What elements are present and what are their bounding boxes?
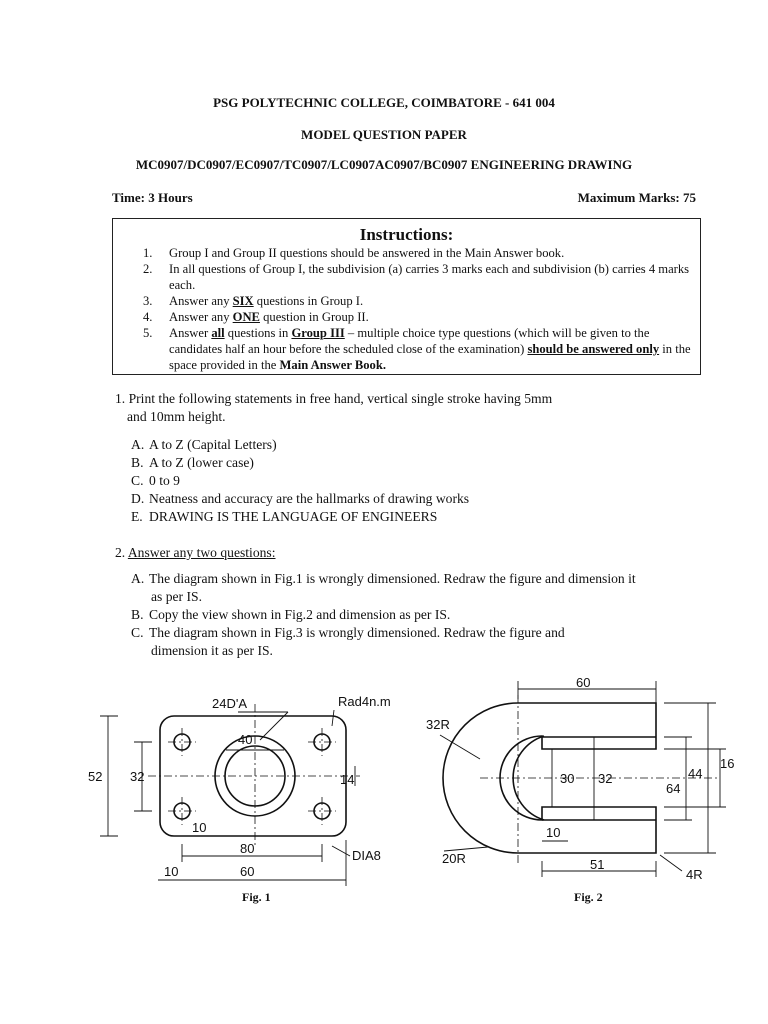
instructions-box xyxy=(112,218,701,375)
fig1-label: Rad4n.m xyxy=(338,694,391,709)
instruction-number: 4. xyxy=(143,310,153,324)
emphasis-main-answer-book: Main Answer Book. xyxy=(279,358,386,372)
list-item: C. The diagram shown in Fig.3 is wrongly dimensioned. Redraw the figure and xyxy=(131,625,565,640)
fig2-label: 30 xyxy=(560,771,575,786)
list-item: A. The diagram shown in Fig.1 is wrongly dimensioned. Redraw the figure and dimension it xyxy=(131,571,636,586)
figure-1-drawing xyxy=(88,680,408,890)
fig2-label: 16 xyxy=(720,756,735,771)
fig2-label: 32R xyxy=(426,717,450,732)
question-1-line2: and 10mm height. xyxy=(127,409,226,424)
fig1-label: 80 xyxy=(240,841,255,856)
emphasis-group-iii: Group III xyxy=(291,326,345,340)
college-name: PSG POLYTECHNIC COLLEGE, COIMBATORE - 641 004 xyxy=(213,95,555,110)
fig2-label: 20R xyxy=(442,851,466,866)
fig2-label: 44 xyxy=(688,766,703,781)
fig1-label: 24D'A xyxy=(212,696,248,711)
list-item: C. 0 to 9 xyxy=(131,473,180,488)
question-1 xyxy=(115,390,715,426)
time-label: Time: 3 Hours xyxy=(112,190,193,205)
list-item: B. A to Z (lower case) xyxy=(131,455,254,470)
fig1-label: 32 xyxy=(130,769,145,784)
figure-1-caption: Fig. 1 xyxy=(242,890,271,904)
figure-2-caption: Fig. 2 xyxy=(574,890,603,904)
instruction-item xyxy=(141,261,701,293)
emphasis-six: SIX xyxy=(232,294,254,308)
question-1-line1: 1. Print the following statements in free hand, vertical single stroke having 5mm xyxy=(115,391,553,406)
list-item-continuation: dimension it as per IS. xyxy=(151,643,273,658)
instructions-list xyxy=(141,245,701,373)
instruction-item xyxy=(141,325,701,373)
question-2-title: Answer any two questions: xyxy=(127,545,276,560)
instruction-text: Answer all questions in Group III – multiple choice type questions (which will be given to the candidates half an hour before the scheduled close of the examination) should be answered only in the space provided in the Main Answer Book. xyxy=(169,326,691,372)
instruction-number: 2. xyxy=(143,262,153,276)
fig1-label: 10 xyxy=(192,820,207,835)
list-item: D. Neatness and accuracy are the hallmarks of drawing works xyxy=(131,491,470,506)
instructions-title: Instructions: xyxy=(359,225,454,244)
question-2-list xyxy=(131,570,711,660)
fig2-label: 10 xyxy=(546,825,561,840)
fig1-label: 52 xyxy=(88,769,103,784)
fig2-label: 4R xyxy=(686,867,703,882)
list-item: E. DRAWING IS THE LANGUAGE OF ENGINEERS xyxy=(131,509,438,524)
course-title: MC0907/DC0907/EC0907/TC0907/LC0907AC0907/BC0907 ENGINEERING DRAWING xyxy=(135,157,633,172)
fig1-label: 60 xyxy=(240,864,255,879)
time-marks-row xyxy=(112,190,696,206)
list-item-continuation: as per IS. xyxy=(151,589,202,604)
fig1-label: 10 xyxy=(164,864,179,879)
fig1-label: 14 xyxy=(340,772,355,787)
question-2-heading xyxy=(115,544,276,562)
instruction-item xyxy=(141,293,701,309)
instruction-text: Answer any ONE question in Group II. xyxy=(169,310,369,324)
instruction-text: Group I and Group II questions should be answered in the Main Answer book. xyxy=(169,246,565,260)
paper-title: MODEL QUESTION PAPER xyxy=(301,127,467,142)
instruction-text: Answer any SIX questions in Group I. xyxy=(169,294,364,308)
instruction-number: 5. xyxy=(143,326,153,340)
max-marks-label: Maximum Marks: 75 xyxy=(577,190,696,205)
question-1-list xyxy=(131,436,691,526)
fig2-label: 51 xyxy=(590,857,605,872)
figure-2-drawing xyxy=(420,675,740,890)
list-item: B. Copy the view shown in Fig.2 and dimension as per IS. xyxy=(131,607,451,622)
instruction-item xyxy=(141,309,701,325)
instruction-item xyxy=(141,245,701,261)
list-item: A. A to Z (Capital Letters) xyxy=(131,437,277,452)
instruction-number: 1. xyxy=(143,246,153,260)
fig1-label: DIA8 xyxy=(352,848,381,863)
emphasis-answered-only: should be answered only xyxy=(527,342,660,356)
emphasis-one: ONE xyxy=(232,310,260,324)
instruction-text: In all questions of Group I, the subdivision (a) carries 3 marks each and subdivision (b) carries 4 marks each. xyxy=(169,262,690,292)
emphasis-all: all xyxy=(211,326,225,340)
fig2-label: 60 xyxy=(576,675,591,690)
fig1-label: 40 xyxy=(238,732,253,747)
fig2-label: 32 xyxy=(598,771,613,786)
fig2-label: 64 xyxy=(666,781,681,796)
question-2-number: 2. xyxy=(115,545,126,560)
instruction-number: 3. xyxy=(143,294,153,308)
